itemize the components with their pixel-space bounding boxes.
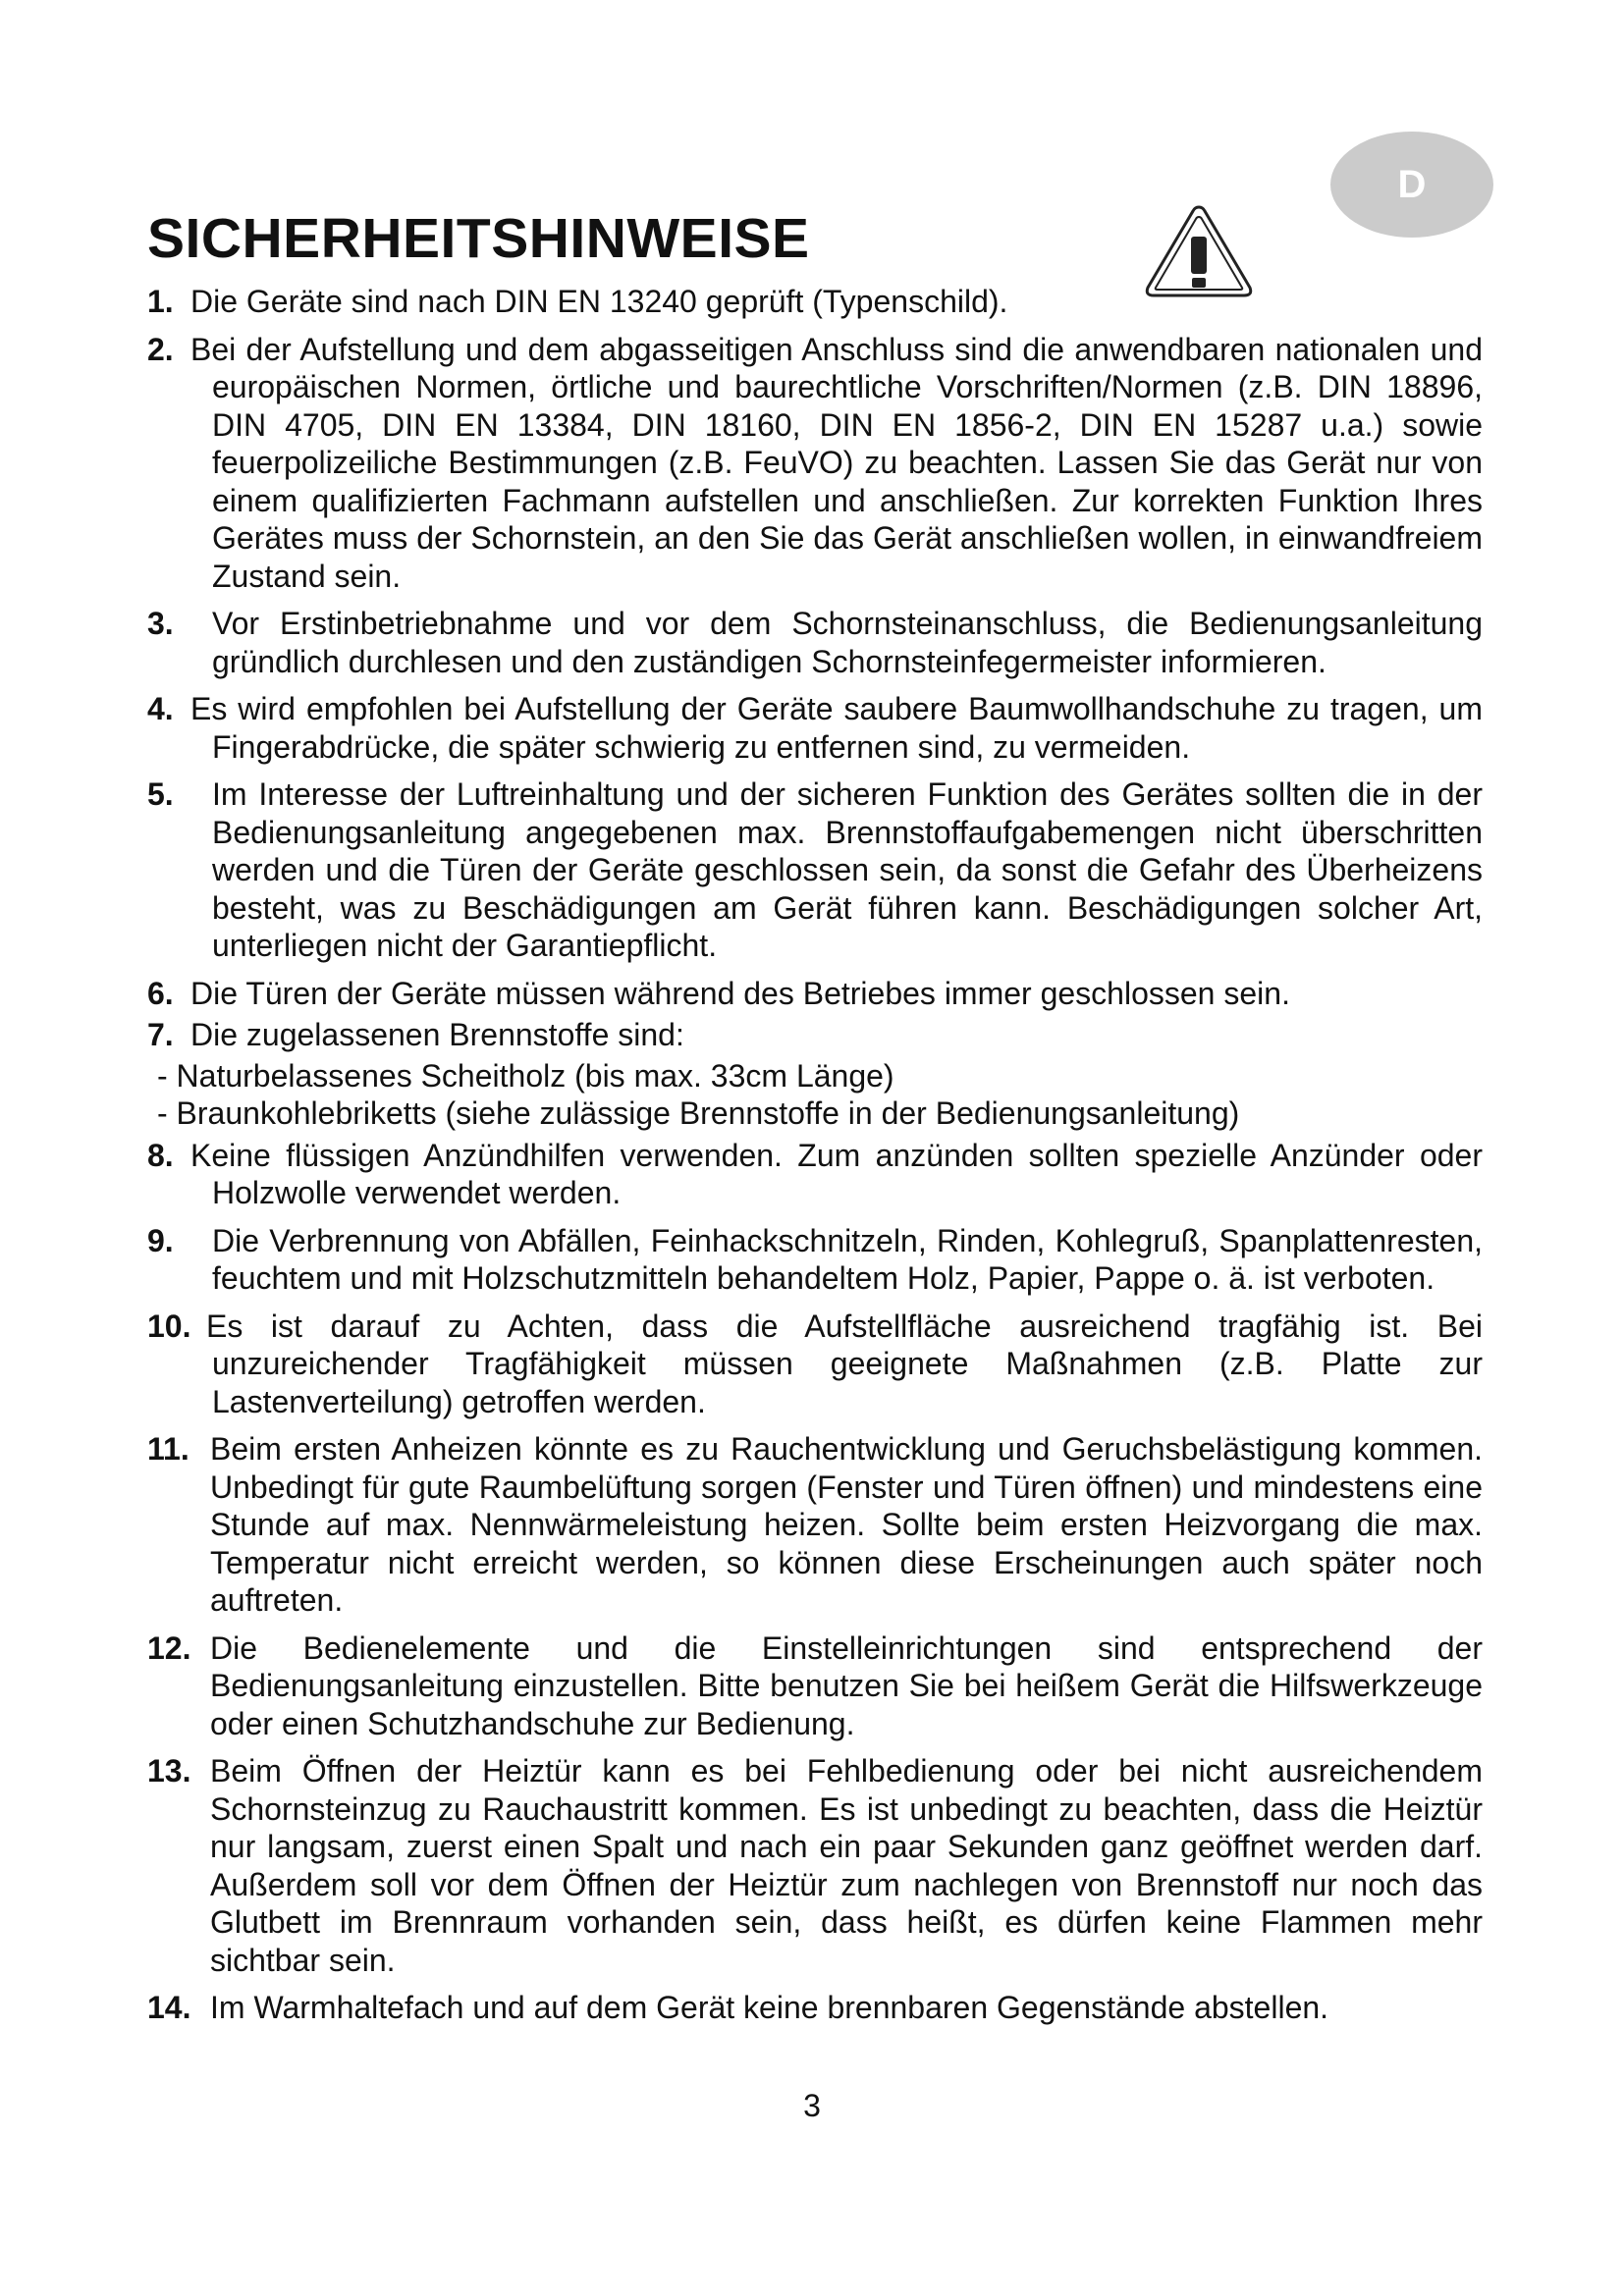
list-item: - Naturbelassenes Scheitholz (bis max. 33cm Länge) bbox=[157, 1057, 894, 1094]
item-number: 2. bbox=[147, 331, 174, 367]
page-number: 3 bbox=[803, 2088, 821, 2123]
item-number: 12. bbox=[147, 1629, 191, 1666]
list-item bbox=[147, 1137, 1483, 1212]
list-item bbox=[147, 283, 1483, 321]
list-item bbox=[147, 1989, 1483, 2027]
item-text: Im Interesse der Luftreinhaltung und der sicheren Funktion des Gerätes sollten die in der Bedienungsanleitung angegebenen max. Brennstoffaufgabemengen nicht überschritten werden und die Türen der Geräte geschlossen sein, da sonst die Gefahr des Überheizens besteht, was zu Beschädigungen am Gerät führen kann. Beschädigungen solcher Art, unterliegen nicht der Garantiepflicht. bbox=[212, 776, 1483, 963]
list-item bbox=[147, 1016, 1483, 1054]
item-number: 11. bbox=[147, 1431, 189, 1467]
item-text: Die Verbrennung von Abfällen, Feinhackschnitzeln, Rinden, Kohlegruß, Spanplattenresten, feuchtem und mit Holzschutzmitteln behandeltem Holz, Papier, Pappe o. ä. ist verboten. bbox=[212, 1222, 1483, 1296]
safety-list bbox=[147, 283, 1483, 2027]
item-number: 4. bbox=[147, 691, 174, 726]
item-text: Die Geräte sind nach DIN EN 13240 geprüft (Typenschild). bbox=[190, 284, 1008, 319]
item-text: Vor Erstinbetriebnahme und vor dem Schornsteinanschluss, die Bedienungsanleitung gründlich durchlesen und den zuständigen Schornsteinfegermeister informieren. bbox=[212, 606, 1483, 679]
language-badge: D bbox=[1330, 132, 1493, 238]
item-text: Bei der Aufstellung und dem abgasseitigen Anschluss sind die anwendbaren nationalen und europäischen Normen, örtliche und baurechtliche Vorschriften/Normen (z.B. DIN 18896, DIN 4705, DIN EN 13384, DIN 18160, DIN EN 1856-2, DIN EN 15287 u.a.) sowie feuerpolizeiliche Bestimmungen (z.B. FeuVO) zu beachten. Lassen Sie das Gerät nur von einem qualifizierten Fachmann aufstellen und anschließen. Zur korrekten Funktion Ihres Gerätes muss der Schornstein, an den Sie das Gerät anschließen wollen, in einwandfreiem Zustand sein. bbox=[190, 331, 1483, 594]
list-item bbox=[147, 690, 1483, 766]
list-item bbox=[147, 775, 1483, 965]
item-number: 1. bbox=[147, 284, 174, 319]
item-text: Beim Öffnen der Heiztür kann es bei Fehlbedienung oder bei nicht ausreichendem Schornsteinzug zu Rauchaustritt kommen. Es ist unbedingt zu beachten, dass die Heiztür nur langsam, zuerst einen Spalt und nach ein paar Sekunden ganz geöffnet werden darf. Außerdem soll vor dem Öffnen der Heiztür zum nachlegen von Brennstoff nur noch das Glutbett im Brennraum vorhanden sein, dass heißt, es dürfen keine Flammen mehr sichtbar sein. bbox=[210, 1753, 1483, 1978]
item-number: 9. bbox=[147, 1222, 174, 1258]
list-item bbox=[147, 1752, 1483, 1979]
list-item bbox=[147, 975, 1483, 1013]
item-number: 10. bbox=[147, 1308, 191, 1344]
list-item bbox=[147, 605, 1483, 680]
item-text: Es wird empfohlen bei Aufstellung der Geräte saubere Baumwollhandschuhe zu tragen, um Fingerabdrücke, die später schwierig zu entfernen sind, zu vermeiden. bbox=[190, 691, 1483, 765]
item-text: Die Türen der Geräte müssen während des Betriebes immer geschlossen sein. bbox=[190, 975, 1290, 1011]
list-item bbox=[147, 1308, 1483, 1421]
page-title: SICHERHEITSHINWEISE bbox=[147, 207, 810, 270]
item-text: Beim ersten Anheizen könnte es zu Rauchentwicklung und Geruchsbelästigung kommen. Unbedingt für gute Raumbelüftung sorgen (Fenster und Türen öffnen) und mindestens eine Stunde auf max. Nennwärmeleistung heizen. Sollte beim ersten Heizvorgang die max. Temperatur nicht erreicht werden, so können diese Erscheinungen auch später noch auftreten. bbox=[210, 1431, 1483, 1618]
item-text: Keine flüssigen Anzündhilfen verwenden. Zum anzünden sollten spezielle Anzünder oder Holzwolle verwendet werden. bbox=[190, 1137, 1483, 1210]
list-item: - Braunkohlebriketts (siehe zulässige Brennstoffe in der Bedienungsanleitung) bbox=[157, 1095, 1240, 1131]
item-number: 5. bbox=[147, 776, 174, 812]
item-text: Die Bedienelemente und die Einstelleinrichtungen sind entsprechend der Bedienungsanleitung einzustellen. Bitte benutzen Sie bei heißem Gerät die Hilfswerkzeuge oder einen Schutzhandschuhe zur Bedienung. bbox=[210, 1629, 1483, 1741]
item-number: 6. bbox=[147, 975, 174, 1011]
list-item bbox=[147, 1430, 1483, 1620]
item-number: 3. bbox=[147, 606, 174, 641]
list-item bbox=[147, 331, 1483, 596]
item-text: Im Warmhaltefach und auf dem Gerät keine brennbaren Gegenstände abstellen. bbox=[210, 1990, 1329, 2025]
item-number: 8. bbox=[147, 1137, 174, 1173]
item-number: 13. bbox=[147, 1753, 191, 1789]
item-number: 14. bbox=[147, 1990, 191, 2025]
list-item bbox=[147, 1629, 1483, 1743]
list-item bbox=[147, 1222, 1483, 1298]
item-text: Die zugelassenen Brennstoffe sind: bbox=[190, 1017, 684, 1052]
item-text: Es ist darauf zu Achten, dass die Aufstellfläche ausreichend tragfähig ist. Bei unzureichender Tragfähigkeit müssen geeignete Maßnahmen (z.B. Platte zur Lastenverteilung) getroffen werden. bbox=[206, 1308, 1483, 1419]
item-number: 7. bbox=[147, 1017, 174, 1052]
